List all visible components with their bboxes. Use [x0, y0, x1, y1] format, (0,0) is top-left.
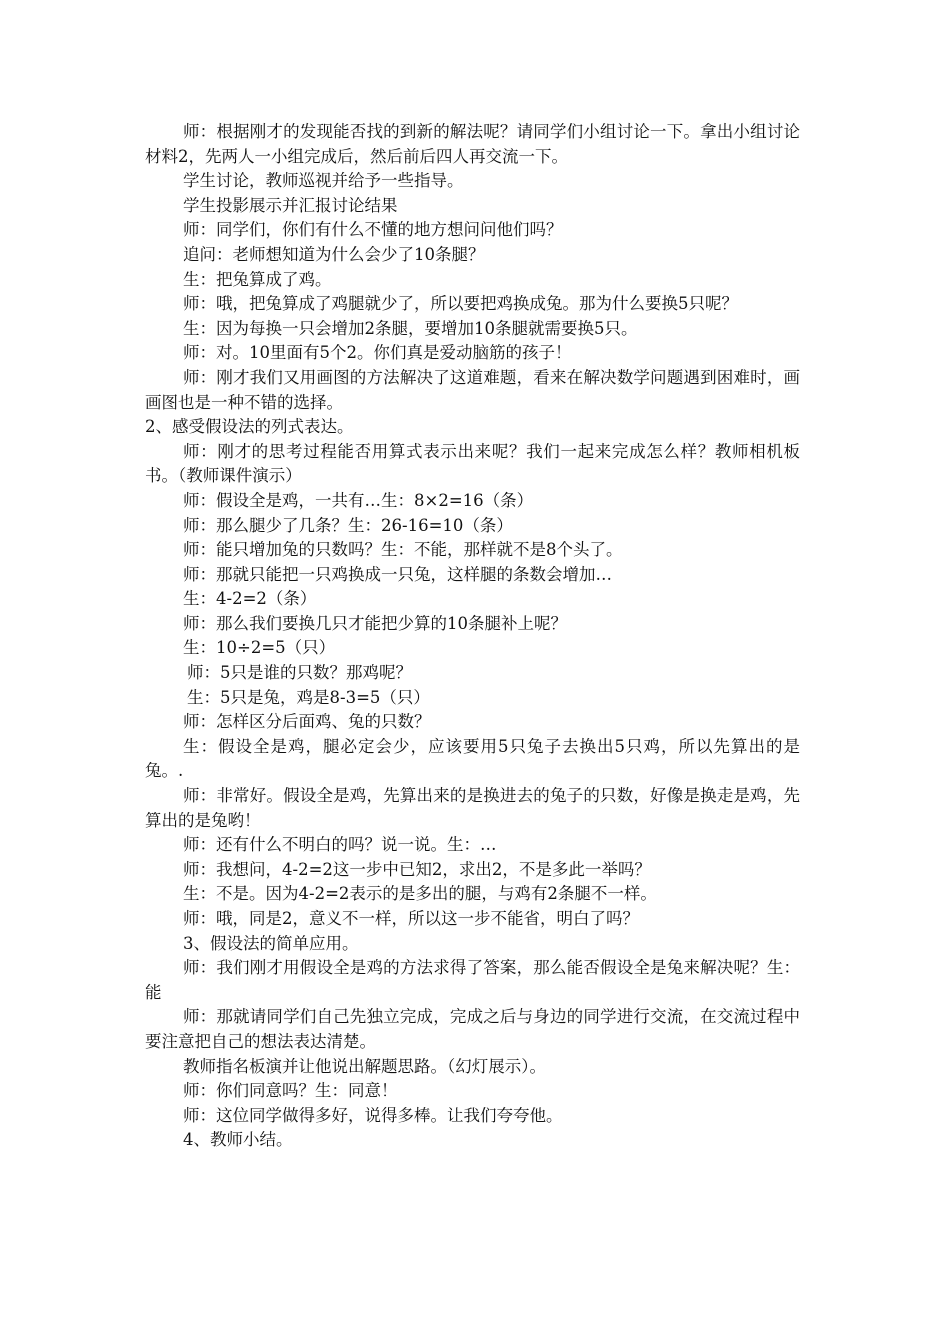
paragraph: 师：那么我们要换几只才能把少算的10条腿补上呢？ [183, 613, 567, 633]
paragraph: 生：不是。因为4-2=2表示的是多出的腿，与鸡有2条腿不一样。 [183, 884, 657, 904]
paragraph: 师：那就请同学们自己先独立完成，完成之后与身边的同学进行交流，在交流过程中要注意把自己的想法表达清楚。 [145, 1007, 800, 1051]
paragraph: 4、教师小结。 [183, 1130, 293, 1150]
paragraph: 教师指名板演并让他说出解题思路。（幻灯展示）。 [183, 1056, 546, 1076]
paragraph: 师：还有什么不明白的吗？说一说。生：… [183, 835, 497, 855]
paragraph: 师：5只是谁的只数？那鸡呢？ [187, 663, 412, 683]
paragraph: 学生投影展示并汇报讨论结果 [183, 195, 398, 215]
paragraph: 2、感受假设法的列式表达。 [145, 417, 354, 437]
paragraph: 师：我想问，4-2=2这一步中已知2，求出2，不是多此一举吗？ [183, 859, 651, 879]
paragraph: 生：5只是兔，鸡是8-3=5（只） [187, 687, 430, 707]
paragraph: 3、假设法的简单应用。 [183, 933, 359, 953]
paragraph: 师：你们同意吗？生：同意！ [183, 1081, 398, 1101]
document-page [145, 120, 800, 1153]
paragraph: 追问：老师想知道为什么会少了10条腿？ [183, 244, 485, 264]
paragraph: 师：刚才的思考过程能否用算式表示出来呢？我们一起来完成怎么样？教师相机板书。（教师课件演示） [145, 441, 800, 486]
paragraph: 师：怎样区分后面鸡、兔的只数？ [183, 712, 431, 732]
paragraph: 师：刚才我们又用画图的方法解决了这道难题，看来在解决数学问题遇到困难时，画画图也是一种不错的选择。 [145, 367, 800, 412]
paragraph: 师：哦，同是2，意义不一样，所以这一步不能省，明白了吗？ [183, 909, 639, 928]
paragraph: 师：能只增加兔的只数吗？生：不能，那样就不是8个头了。 [183, 540, 623, 560]
paragraph: 师：根据刚才的发现能否找的到新的解法呢？请同学们小组讨论一下。拿出小组讨论材料2，先两人一小组完成后，然后前后四人再交流一下。 [145, 122, 800, 166]
paragraph: 师：我们刚才用假设全是鸡的方法求得了答案，那么能否假设全是兔来解决呢？生：能 [145, 958, 800, 1002]
paragraph: 师：同学们，你们有什么不懂的地方想问问他们吗？ [183, 220, 563, 240]
paragraph: 师：哦，把兔算成了鸡腿就少了，所以要把鸡换成兔。那为什么要换5只呢？ [183, 294, 738, 314]
paragraph: 生：假设全是鸡，腿必定会少，应该要用5只兔子去换出5只鸡，所以先算出的是兔。. [145, 736, 800, 781]
paragraph: 师：对。10里面有5个2。你们真是爱动脑筋的孩子！ [183, 343, 572, 363]
paragraph: 师：非常好。假设全是鸡，先算出来的是换进去的兔子的只数，好像是换走是鸡，先算出的是兔哟！ [145, 786, 800, 830]
paragraph: 生：把兔算成了鸡。 [183, 269, 332, 289]
paragraph: 师：那就只能把一只鸡换成一只兔，这样腿的条数会增加… [183, 564, 612, 584]
paragraph: 生：4-2=2（条） [183, 589, 317, 609]
paragraph: 生：因为每换一只会增加2条腿，要增加10条腿就需要换5只。 [183, 318, 638, 338]
paragraph: 师：那么腿少了几条？生：26-16=10（条） [183, 515, 513, 535]
paragraph: 师：假设全是鸡，一共有…生：8×2=16（条） [183, 490, 534, 510]
paragraph: 生：10÷2=5（只） [183, 638, 336, 658]
paragraph: 学生讨论，教师巡视并给予一些指导。 [183, 171, 464, 191]
paragraph: 师：这位同学做得多好，说得多棒。让我们夸夸他。 [183, 1105, 563, 1125]
